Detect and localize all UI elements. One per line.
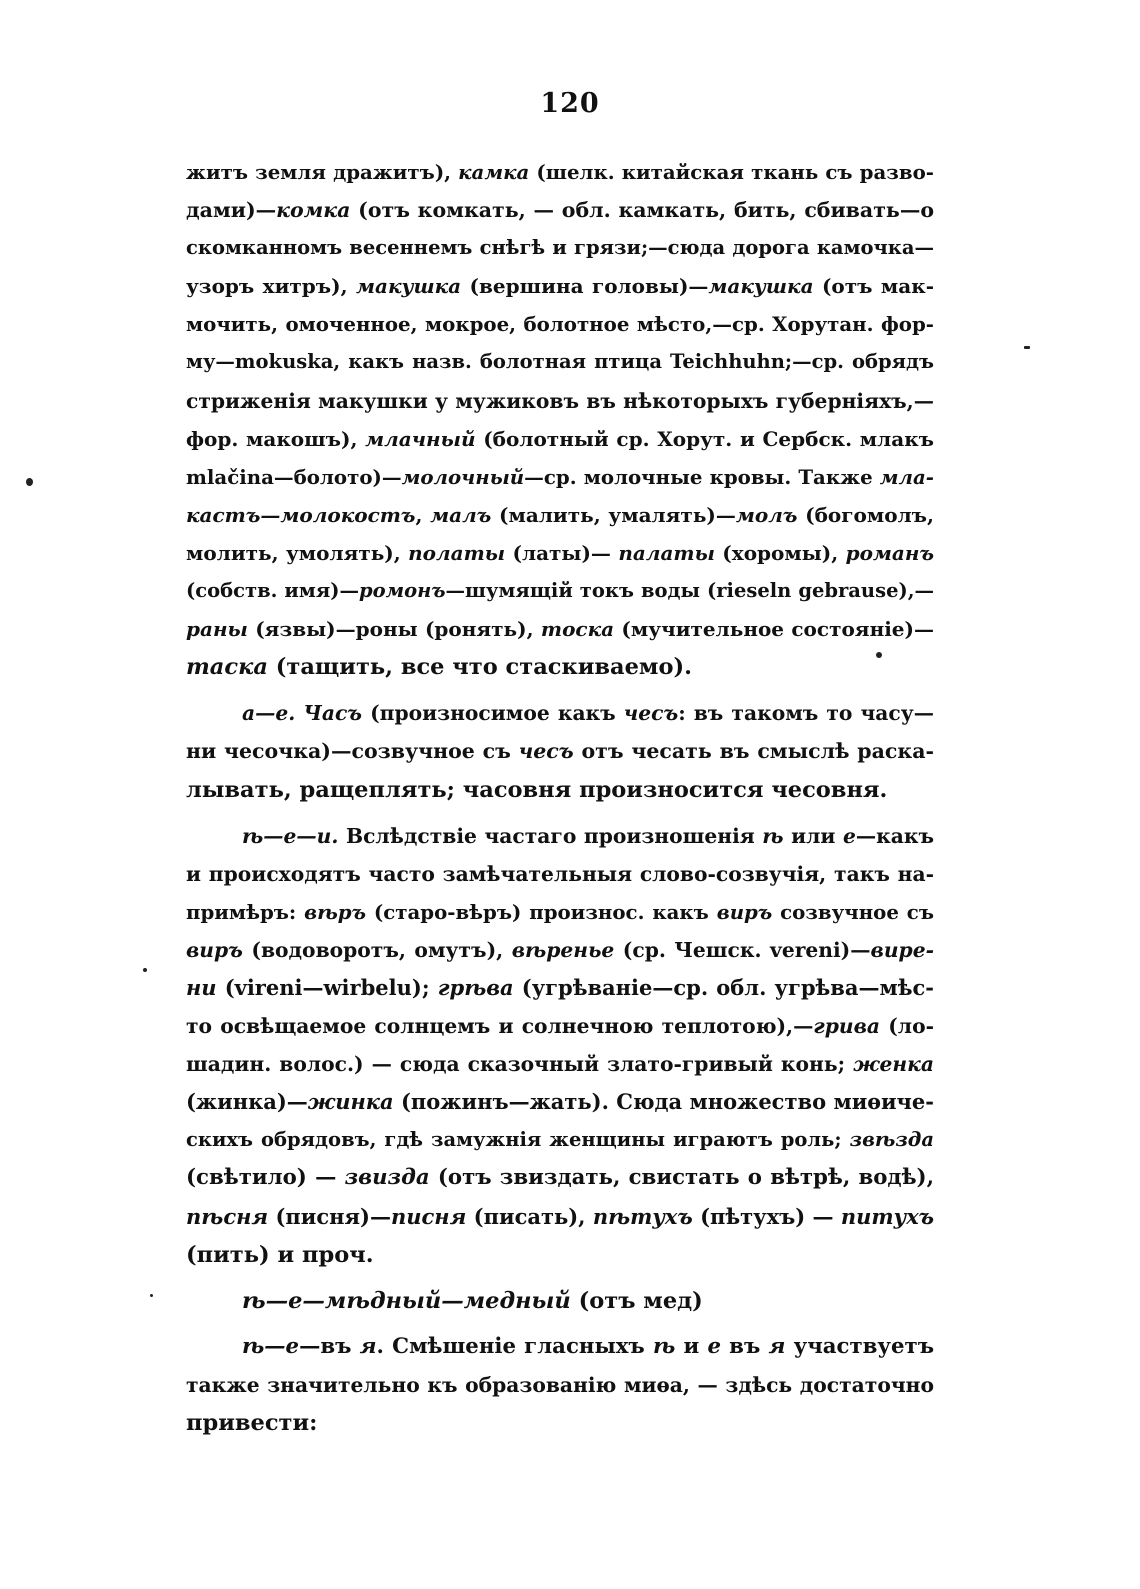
- text-run: скомканномъ весеннемъ снѣгѣ и грязи;—сюда дорога камочка—: [186, 236, 934, 260]
- italic-term: вѣренье: [511, 937, 615, 962]
- text-line: [186, 572, 934, 610]
- text-line: [186, 534, 934, 572]
- text-run: (отъ комкать, — обл. камкать, бить, сбивать—о: [350, 198, 934, 223]
- text-run: узоръ хитръ),: [186, 274, 356, 299]
- text-line: [186, 1198, 934, 1236]
- italic-term: вѣръ: [304, 899, 366, 924]
- italic-term: камка: [458, 160, 530, 184]
- italic-term: а—е. Часъ: [242, 701, 363, 726]
- italic-term: пѣтухъ: [592, 1203, 693, 1229]
- italic-term: вире-: [870, 937, 934, 962]
- margin-dot: [876, 652, 882, 658]
- text-line: [186, 1083, 934, 1121]
- text-run: участвуетъ: [785, 1333, 934, 1359]
- text-line: [186, 496, 934, 534]
- text-run: (писня)—: [268, 1203, 391, 1229]
- italic-term: малъ: [430, 502, 492, 527]
- text-line: [186, 771, 934, 809]
- italic-term: звѣзда: [849, 1128, 934, 1152]
- text-line: [186, 1121, 934, 1159]
- text-run: mlačina—болото)—: [186, 464, 402, 489]
- text-run: (отъ мед): [570, 1287, 703, 1314]
- italic-term: питухъ: [840, 1203, 934, 1229]
- text-line: [186, 420, 934, 458]
- text-run: (тащить, все что стаскиваемо).: [267, 654, 692, 681]
- text-run: (малить, умалять)—: [491, 502, 736, 527]
- text-run: (собств. имя)—: [186, 579, 359, 603]
- text-run: (vireni—wirbelu);: [216, 974, 438, 1000]
- body-text: [186, 153, 934, 1442]
- text-run: (ло-: [880, 1014, 934, 1039]
- text-run: молить, умолять),: [186, 540, 409, 565]
- italic-term: писня: [390, 1203, 467, 1229]
- text-run: (болотный ср. Хорут. и Сербск. млакъ: [475, 426, 934, 451]
- text-run: (хоромы),: [714, 540, 846, 565]
- italic-term: грѣва: [437, 974, 514, 1000]
- italic-term: грива: [813, 1014, 881, 1039]
- text-line: [186, 694, 934, 732]
- text-line: [186, 1236, 934, 1274]
- text-run: также значительно къ образованію миѳа, — здѣсь достаточно: [186, 1372, 934, 1397]
- italic-term: ѣ: [762, 823, 784, 848]
- italic-term: полаты: [408, 540, 506, 565]
- text-run: (пить) и проч.: [186, 1241, 374, 1268]
- text-run: (латы)—: [505, 540, 619, 565]
- margin-dot: [143, 968, 147, 972]
- text-run: шадин. волос.) — сюда сказочный злато-гривый конь;: [186, 1052, 854, 1077]
- italic-term: я: [359, 1333, 377, 1359]
- text-line: [186, 648, 934, 686]
- text-run: (мучительное состояніе)—: [614, 617, 934, 642]
- text-run: лывать, ращеплять; часовня произносится чесовня.: [186, 776, 888, 803]
- italic-term: макушка: [708, 274, 814, 299]
- text-run: (жинка)—: [186, 1089, 308, 1115]
- italic-term: ѣ: [652, 1333, 676, 1359]
- italic-term: ѣ—е—и.: [242, 823, 339, 848]
- text-run: мочить, омоченное, мокрое, болотное мѣсто,—ср. Хорутан. фор-: [186, 312, 934, 337]
- text-line: [186, 1404, 934, 1442]
- italic-term: виръ: [186, 937, 243, 962]
- text-run: (свѣтило) —: [186, 1165, 345, 1191]
- text-run: (богомолъ,: [797, 502, 934, 527]
- text-run: (отъ звиздать, свистать о вѣтрѣ, водѣ),: [429, 1165, 934, 1191]
- text-line: [186, 458, 934, 496]
- italic-term: кастъ—молокостъ: [186, 502, 416, 527]
- italic-term: женка: [853, 1052, 934, 1077]
- italic-term: е: [842, 823, 856, 848]
- text-run: (пѣтухъ) —: [692, 1203, 841, 1229]
- text-run: привести:: [186, 1410, 318, 1436]
- italic-term: чесъ: [623, 701, 679, 726]
- italic-term: мла-: [879, 464, 934, 489]
- italic-term: ѣ—е: [242, 1333, 300, 1359]
- text-line: [186, 382, 934, 420]
- text-run: (старо-вѣръ) произнос. какъ: [365, 899, 717, 924]
- text-run: житъ земля дражитъ),: [186, 160, 459, 184]
- text-run: Вслѣдствіе частаго произношенія: [338, 823, 763, 848]
- text-run: (ср. Чешск. vereni)—: [614, 937, 871, 962]
- text-run: то освѣщаемое солнцемъ и солнечною теплотою),—: [186, 1014, 814, 1039]
- italic-term: пѣсня: [186, 1203, 269, 1229]
- margin-dot: [150, 1294, 153, 1297]
- text-line: [186, 817, 934, 855]
- text-run: . Смѣшеніе гласныхъ: [376, 1333, 653, 1359]
- page-number: 120: [540, 88, 600, 119]
- italic-term: жинка: [307, 1089, 394, 1115]
- italic-term: макушка: [355, 274, 462, 299]
- text-run: му—mokuska, какъ назв. болотная птица Teichhuhn;—ср. обрядъ: [186, 350, 934, 374]
- text-run: (пожинъ—жать). Сюда множество миѳиче-: [393, 1089, 934, 1115]
- italic-term: тоска: [540, 617, 615, 642]
- text-line: [186, 855, 934, 893]
- italic-term: ромонъ: [358, 579, 446, 603]
- italic-term: молочный: [401, 464, 525, 489]
- text-line: [186, 1366, 934, 1404]
- italic-term: виръ: [716, 899, 773, 924]
- italic-term: раны: [186, 617, 248, 642]
- text-line: [186, 267, 934, 305]
- italic-term: романъ: [845, 540, 934, 565]
- text-line: [186, 969, 934, 1007]
- text-run: (произносимое какъ: [362, 701, 624, 726]
- text-line: [186, 1328, 934, 1366]
- margin-blot: [26, 478, 33, 486]
- text-run: и: [675, 1333, 708, 1359]
- text-line: [186, 931, 934, 969]
- text-run: ,: [415, 502, 431, 527]
- text-run: отъ чесать въ смыслѣ раска-: [573, 739, 934, 764]
- text-line: [186, 305, 934, 343]
- italic-term: ѣ—е—мѣдный—медный: [242, 1287, 571, 1314]
- text-line: [186, 1007, 934, 1045]
- margin-dot: [1024, 346, 1030, 349]
- italic-term: е: [707, 1333, 721, 1359]
- text-run: —въ: [299, 1333, 360, 1359]
- text-line: [186, 229, 934, 267]
- text-line: [186, 191, 934, 229]
- text-line: [186, 343, 934, 381]
- italic-term: ни: [186, 974, 217, 1000]
- text-run: примѣръ:: [186, 899, 305, 924]
- text-run: (угрѣваніе—ср. обл. угрѣва—мѣс-: [513, 974, 934, 1000]
- text-line: [186, 1045, 934, 1083]
- text-run: (шелк. китайская ткань съ разво-: [529, 160, 934, 184]
- italic-term: млачный: [365, 426, 476, 451]
- text-run: и происходятъ часто замѣчательныя слово-созвучія, такъ на-: [186, 861, 934, 886]
- text-run: : въ такомъ то часу—: [678, 701, 934, 726]
- text-run: или: [783, 823, 843, 848]
- text-run: (отъ мак-: [813, 274, 934, 299]
- text-run: фор. макошъ),: [186, 426, 366, 451]
- text-run: (язвы)—роны (ронять),: [247, 617, 541, 642]
- italic-term: я: [768, 1333, 786, 1359]
- text-run: (вершина головы)—: [461, 274, 709, 299]
- italic-term: чесъ: [518, 739, 574, 764]
- text-run: скихъ обрядовъ, гдѣ замужнія женщины играютъ роль;: [186, 1128, 850, 1152]
- text-run: стриженія макушки у мужиковъ въ нѣкоторыхъ губерніяхъ,—: [186, 388, 934, 413]
- italic-term: звизда: [344, 1165, 430, 1191]
- text-run: ни чесочка)—созвучное съ: [186, 739, 519, 764]
- italic-term: таска: [186, 654, 268, 681]
- italic-term: палаты: [618, 540, 715, 565]
- text-run: (водоворотъ, омутъ),: [242, 937, 512, 962]
- text-line: [186, 610, 934, 648]
- text-line: [186, 893, 934, 931]
- text-run: въ: [720, 1333, 769, 1359]
- text-line: [186, 1282, 934, 1320]
- text-line: [186, 732, 934, 770]
- text-run: дами)—: [186, 198, 277, 223]
- italic-term: молъ: [735, 502, 798, 527]
- text-line: [186, 153, 934, 191]
- text-run: —шумящій токъ воды (rieseln gebrause),—: [445, 579, 934, 603]
- text-line: [186, 1159, 934, 1197]
- text-run: —какъ: [855, 823, 934, 848]
- text-run: созвучное съ: [772, 899, 934, 924]
- italic-term: комка: [276, 198, 351, 223]
- text-run: —ср. молочные кровы. Также: [524, 464, 880, 489]
- text-run: (писать),: [466, 1203, 593, 1229]
